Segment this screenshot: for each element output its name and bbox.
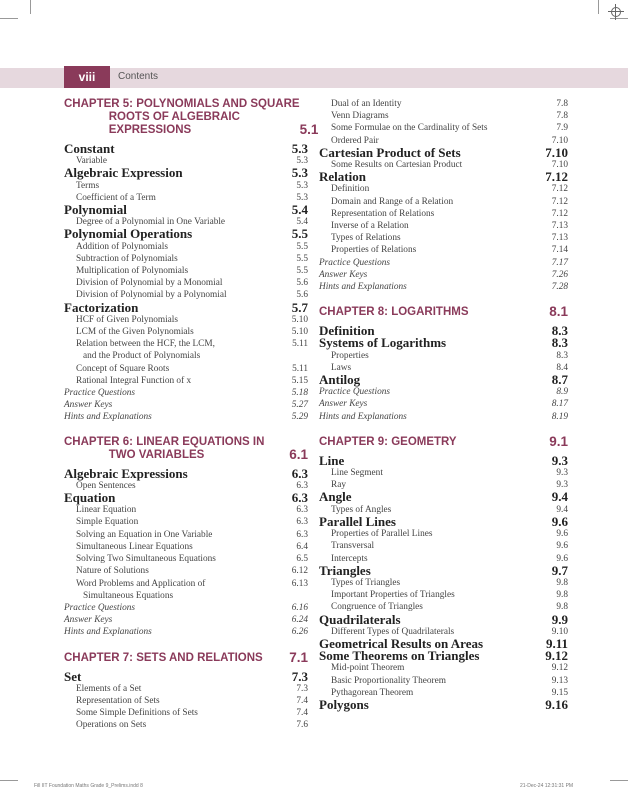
- footer-timestamp: 21-Dec-24 12:31:31 PM: [520, 783, 574, 789]
- subsection-title: Terms: [76, 180, 100, 191]
- toc-section[interactable]: [319, 611, 568, 627]
- section-page: 8.7: [551, 372, 568, 388]
- subsection-page: 6.3: [296, 529, 308, 540]
- section-title: Algebraic Expressions: [64, 465, 188, 481]
- subsection-title: Properties of Parallel Lines: [331, 529, 433, 540]
- subsection-title: Different Types of Quadrilaterals: [331, 626, 455, 637]
- toc-subsection[interactable]: [319, 479, 568, 491]
- toc-subsection[interactable]: [64, 719, 308, 731]
- toc-subsection[interactable]: [319, 98, 568, 110]
- toc-section[interactable]: [319, 491, 568, 503]
- crop-mark: [0, 18, 18, 19]
- chapter-page: 8.1: [549, 304, 568, 320]
- subsection-page: 9.8: [556, 577, 568, 588]
- subsection-page: 5.15: [291, 375, 308, 386]
- section-page: 9.11: [545, 635, 568, 651]
- toc-subsection[interactable]: [319, 589, 568, 601]
- subsection-page: 9.8: [556, 590, 568, 601]
- section-title: Polynomial: [64, 202, 127, 218]
- back-matter-title: Hints and Explanations: [319, 411, 407, 422]
- toc-back-matter[interactable]: [319, 411, 568, 423]
- toc-chapter-heading[interactable]: [64, 436, 308, 462]
- section-page: 7.3: [291, 668, 308, 684]
- subsection-page: 7.12: [551, 184, 568, 195]
- subsection-page: 5.11: [292, 363, 308, 374]
- toc-subsection[interactable]: [64, 578, 308, 602]
- section-page: 5.5: [291, 226, 308, 242]
- subsection-page: 5.3: [296, 156, 308, 167]
- back-matter-title: Hints and Explanations: [64, 627, 152, 638]
- toc-subsection[interactable]: [64, 314, 308, 326]
- toc-subsection[interactable]: [64, 363, 308, 375]
- subsection-page: 6.4: [296, 541, 308, 552]
- back-matter-page: 7.28: [551, 282, 568, 293]
- section-title: Some Theorems on Triangles: [319, 648, 480, 664]
- toc-section[interactable]: [64, 228, 308, 240]
- subsection-title: Elements of a Set: [76, 683, 142, 694]
- back-matter-page: 8.9: [556, 387, 568, 398]
- section-title: Polynomial Operations: [64, 226, 193, 242]
- section-title: Cartesian Product of Sets: [319, 144, 461, 160]
- subsection-page: 6.13: [291, 578, 308, 589]
- toc-subsection[interactable]: [64, 326, 308, 338]
- toc-subsection[interactable]: [64, 529, 308, 541]
- back-matter-page: 6.24: [291, 615, 308, 626]
- toc-right-column: [319, 98, 568, 711]
- subsection-title: Intercepts: [331, 553, 368, 564]
- section-title: Constant: [64, 141, 115, 156]
- section-title: Antilog: [319, 372, 361, 388]
- toc-section[interactable]: [319, 696, 568, 712]
- section-title: Line: [319, 452, 345, 468]
- back-matter-page: 5.29: [291, 412, 308, 423]
- toc-section[interactable]: [64, 143, 308, 155]
- subsection-title: Simple Equation: [76, 517, 139, 528]
- subsection-page: 7.3: [296, 683, 308, 694]
- toc-subsection[interactable]: [319, 528, 568, 540]
- subsection-page: 5.3: [296, 192, 308, 203]
- toc-subsection[interactable]: [319, 208, 568, 220]
- subsection-title: Simultaneous Linear Equations: [76, 541, 193, 552]
- back-matter-title: Hints and Explanations: [64, 412, 152, 423]
- crop-mark: [610, 780, 628, 781]
- section-title: Triangles: [319, 562, 371, 578]
- toc-section[interactable]: [319, 337, 568, 349]
- section-title: Parallel Lines: [319, 513, 396, 529]
- section-title: Algebraic Expression: [64, 165, 183, 181]
- subsection-title: Nature of Solutions: [76, 566, 149, 577]
- toc-section[interactable]: [319, 562, 568, 578]
- toc-subsection[interactable]: [319, 244, 568, 256]
- section-page: 5.3: [291, 165, 308, 181]
- section-page: 9.3: [551, 452, 568, 468]
- subsection-page: 5.5: [296, 253, 308, 264]
- subsection-page: 9.12: [551, 663, 568, 674]
- section-title: Definition: [319, 323, 375, 339]
- toc-back-matter[interactable]: [64, 411, 308, 423]
- section-page: 7.12: [545, 169, 568, 185]
- subsection-page: 7.8: [556, 111, 568, 122]
- subsection-page: 5.6: [296, 278, 308, 289]
- subsection-page: 9.8: [556, 602, 568, 613]
- section-page: 5.7: [291, 299, 308, 315]
- subsection-title: HCF of Given Polynomials: [76, 314, 179, 325]
- subsection-title: Variable: [76, 156, 107, 167]
- crop-mark: [30, 0, 31, 14]
- section-title: Geometrical Results on Areas: [319, 635, 484, 651]
- subsection-title: Subtraction of Polynomials: [76, 253, 178, 264]
- subsection-page: 9.6: [556, 529, 568, 540]
- crop-mark: [598, 0, 599, 14]
- subsection-page: 9.15: [551, 687, 568, 698]
- subsection-page: 9.3: [556, 480, 568, 491]
- subsection-title: Laws: [331, 362, 352, 373]
- section-page: 6.3: [291, 465, 308, 481]
- toc-section[interactable]: [64, 465, 308, 481]
- subsection-page: 5.10: [291, 327, 308, 338]
- subsection-title: Word Problems and Application of Simultaneous Equations: [76, 578, 206, 601]
- subsection-page: 7.4: [296, 708, 308, 719]
- section-page: 8.3: [551, 335, 568, 351]
- running-header-title: Contents: [118, 71, 159, 82]
- toc-chapter-heading[interactable]: [319, 435, 568, 449]
- chapter-title: CHAPTER 6: LINEAR EQUATIONS IN TWO VARIABLES: [64, 435, 265, 461]
- toc-subsection[interactable]: [319, 183, 568, 195]
- back-matter-page: 8.17: [551, 399, 568, 410]
- subsection-title: Coefficient of a Term: [76, 192, 156, 203]
- chapter-page: 9.1: [549, 433, 568, 449]
- footer-file-info: Fill IIT Foundation Maths Grade 9_Prelims.indd 8: [34, 783, 143, 789]
- toc-subsection[interactable]: [319, 467, 568, 479]
- toc-subsection[interactable]: [64, 338, 308, 362]
- section-page: 5.3: [291, 141, 308, 156]
- subsection-page: 6.3: [296, 517, 308, 528]
- section-title: Systems of Logarithms: [319, 335, 447, 351]
- section-page: 9.6: [551, 513, 568, 529]
- subsection-title: Line Segment: [331, 468, 383, 479]
- section-page: 5.4: [291, 202, 308, 218]
- crop-mark: [0, 780, 18, 781]
- chapter-title: CHAPTER 7: SETS AND RELATIONS: [64, 651, 263, 664]
- subsection-page: 5.3: [296, 180, 308, 191]
- section-page: 6.3: [291, 490, 308, 506]
- subsection-title: Mid-point Theorem: [331, 663, 405, 674]
- page-number: viii: [64, 66, 110, 88]
- subsection-page: 7.13: [551, 233, 568, 244]
- section-page: 9.12: [545, 648, 568, 664]
- subsection-page: 6.3: [296, 480, 308, 491]
- subsection-page: 7.10: [551, 160, 568, 171]
- toc-subsection[interactable]: [319, 232, 568, 244]
- subsection-title: Definition: [331, 184, 370, 195]
- toc-left-column: [64, 98, 319, 732]
- subsection-title: Venn Diagrams: [331, 111, 389, 122]
- toc-chapter-heading[interactable]: [64, 651, 308, 665]
- subsection-page: 5.5: [296, 241, 308, 252]
- subsection-title: Pythagorean Theorem: [331, 687, 414, 698]
- toc-subsection[interactable]: [64, 707, 308, 719]
- subsection-page: 5.5: [296, 266, 308, 277]
- toc-back-matter[interactable]: [319, 269, 568, 281]
- subsection-title: Addition of Polynomials: [76, 241, 168, 252]
- subsection-title: Dual of an Identity: [331, 99, 402, 109]
- back-matter-page: 5.18: [291, 388, 308, 399]
- section-title: Factorization: [64, 299, 139, 315]
- toc-subsection[interactable]: [64, 277, 308, 289]
- toc-subsection[interactable]: [64, 180, 308, 192]
- back-matter-title: Practice Questions: [319, 257, 391, 268]
- toc-section[interactable]: [64, 299, 308, 315]
- subsection-title: Types of Angles: [331, 504, 392, 515]
- subsection-page: 7.14: [551, 245, 568, 256]
- back-matter-page: 8.19: [551, 411, 568, 422]
- subsection-title: Relation between the HCF, the LCM, and the Product of Polynomials: [76, 339, 215, 362]
- toc-section[interactable]: [64, 492, 308, 504]
- subsection-page: 7.12: [551, 208, 568, 219]
- toc-section[interactable]: [319, 374, 568, 386]
- subsection-page: 7.9: [556, 123, 568, 134]
- subsection-title: Important Properties of Triangles: [331, 590, 455, 601]
- back-matter-page: 6.16: [291, 602, 308, 613]
- subsection-page: 9.3: [556, 468, 568, 479]
- subsection-title: Linear Equation: [76, 505, 137, 516]
- section-title: Relation: [319, 169, 366, 185]
- toc-back-matter[interactable]: [64, 626, 308, 638]
- toc-section[interactable]: [319, 144, 568, 160]
- subsection-page: 6.5: [296, 554, 308, 565]
- subsection-title: Types of Relations: [331, 233, 401, 244]
- toc-back-matter[interactable]: [319, 386, 568, 398]
- toc-back-matter[interactable]: [64, 602, 308, 614]
- chapter-page: 7.1: [289, 649, 308, 665]
- subsection-title: Division of Polynomial by a Polynomial: [76, 290, 227, 301]
- back-matter-title: Answer Keys: [64, 615, 113, 626]
- subsection-title: Rational Integral Function of x: [76, 375, 192, 386]
- subsection-title: Representation of Relations: [331, 208, 435, 219]
- back-matter-title: Hints and Explanations: [319, 282, 407, 293]
- toc-section[interactable]: [319, 452, 568, 468]
- registration-mark-icon: [608, 4, 624, 20]
- back-matter-title: Practice Questions: [64, 602, 136, 613]
- toc-subsection[interactable]: [319, 662, 568, 674]
- subsection-title: Basic Proportionality Theorem: [331, 675, 446, 686]
- toc-subsection[interactable]: [64, 683, 308, 695]
- toc-back-matter[interactable]: [64, 399, 308, 411]
- subsection-title: Division of Polynomial by a Monomial: [76, 278, 223, 289]
- subsection-title: Transversal: [331, 541, 375, 552]
- subsection-page: 7.10: [551, 135, 568, 146]
- chapter-page: 6.1: [289, 446, 308, 462]
- chapter-title: CHAPTER 8: LOGARITHMS: [319, 306, 469, 319]
- toc-section[interactable]: [64, 167, 308, 179]
- subsection-page: 9.6: [556, 541, 568, 552]
- section-page: 9.4: [551, 489, 568, 505]
- toc-subsection[interactable]: [64, 695, 308, 707]
- subsection-title: Some Formulae on the Cardinality of Sets: [331, 123, 488, 134]
- subsection-page: 9.4: [556, 504, 568, 515]
- toc-section[interactable]: [64, 668, 308, 684]
- subsection-title: LCM of the Given Polynomials: [76, 327, 194, 338]
- section-page: 8.3: [551, 323, 568, 339]
- toc-back-matter[interactable]: [64, 387, 308, 399]
- subsection-page: 9.10: [551, 626, 568, 637]
- subsection-title: Concept of Square Roots: [76, 363, 170, 374]
- subsection-page: 7.12: [551, 196, 568, 207]
- subsection-title: Degree of a Polynomial in One Variable: [76, 217, 226, 228]
- subsection-title: Inverse of a Relation: [331, 221, 409, 232]
- subsection-page: 7.13: [551, 221, 568, 232]
- back-matter-title: Practice Questions: [319, 387, 391, 398]
- toc-subsection[interactable]: [64, 265, 308, 277]
- toc-subsection[interactable]: [319, 675, 568, 687]
- toc-subsection[interactable]: [64, 253, 308, 265]
- toc-subsection[interactable]: [319, 196, 568, 208]
- subsection-page: 8.3: [556, 350, 568, 361]
- toc-section[interactable]: [319, 171, 568, 183]
- section-title: Set: [64, 668, 82, 684]
- subsection-page: 8.4: [556, 362, 568, 373]
- toc-subsection[interactable]: [64, 504, 308, 516]
- subsection-title: Ordered Pair: [331, 135, 379, 146]
- section-title: Angle: [319, 489, 352, 505]
- subsection-title: Solving Two Simultaneous Equations: [76, 554, 216, 565]
- subsection-title: Properties: [331, 350, 369, 361]
- toc-section[interactable]: [319, 650, 568, 662]
- toc-subsection[interactable]: [319, 110, 568, 122]
- subsection-title: Congruence of Triangles: [331, 602, 423, 613]
- subsection-title: Operations on Sets: [76, 720, 147, 731]
- toc-subsection[interactable]: [64, 375, 308, 387]
- section-title: Polygons: [319, 696, 369, 712]
- toc-subsection[interactable]: [64, 241, 308, 253]
- back-matter-page: 5.27: [291, 400, 308, 411]
- subsection-page: 5.6: [296, 290, 308, 301]
- toc-section[interactable]: [319, 513, 568, 529]
- back-matter-page: 6.26: [291, 627, 308, 638]
- toc-back-matter[interactable]: [319, 281, 568, 293]
- subsection-title: Representation of Sets: [76, 695, 160, 706]
- subsection-title: Open Sentences: [76, 480, 136, 491]
- section-page: 7.10: [545, 144, 568, 160]
- back-matter-page: 7.26: [551, 269, 568, 280]
- toc-chapter-heading[interactable]: [319, 305, 568, 319]
- toc-subsection[interactable]: [319, 540, 568, 552]
- toc-subsection[interactable]: [319, 122, 568, 134]
- subsection-title: Solving an Equation in One Variable: [76, 529, 213, 540]
- subsection-page: 6.3: [296, 505, 308, 516]
- subsection-title: Multiplication of Polynomials: [76, 266, 189, 277]
- back-matter-title: Answer Keys: [64, 400, 113, 411]
- section-page: 9.7: [551, 562, 568, 578]
- section-page: 9.9: [551, 611, 568, 627]
- subsection-title: Some Results on Cartesian Product: [331, 160, 463, 171]
- toc-subsection[interactable]: [64, 553, 308, 565]
- toc-subsection[interactable]: [319, 220, 568, 232]
- section-page: 9.16: [545, 696, 568, 712]
- toc-subsection[interactable]: [319, 577, 568, 589]
- chapter-page: 5.1: [299, 122, 319, 137]
- subsection-title: Types of Triangles: [331, 577, 401, 588]
- back-matter-title: Answer Keys: [319, 269, 368, 280]
- subsection-page: 9.6: [556, 553, 568, 564]
- back-matter-page: 7.17: [551, 257, 568, 268]
- subsection-page: 7.6: [296, 720, 308, 731]
- back-matter-title: Practice Questions: [64, 388, 136, 399]
- subsection-page: 9.13: [551, 675, 568, 686]
- subsection-title: Domain and Range of a Relation: [331, 196, 454, 207]
- subsection-page: 5.10: [291, 314, 308, 325]
- subsection-page: 5.4: [296, 217, 308, 228]
- subsection-page: 7.8: [556, 99, 568, 109]
- toc-subsection[interactable]: [64, 541, 308, 553]
- section-title: Quadrilaterals: [319, 611, 401, 627]
- toc-section[interactable]: [64, 204, 308, 216]
- subsection-page: 6.12: [291, 566, 308, 577]
- toc-subsection[interactable]: [64, 516, 308, 528]
- toc-chapter-heading[interactable]: [64, 98, 319, 137]
- back-matter-title: Answer Keys: [319, 399, 368, 410]
- chapter-title: CHAPTER 5: POLYNOMIALS AND SQUARE ROOTS OF ALGEBRAIC EXPRESSIONS: [64, 98, 300, 136]
- toc-subsection[interactable]: [319, 350, 568, 362]
- subsection-title: Properties of Relations: [331, 245, 417, 256]
- section-title: Equation: [64, 490, 116, 506]
- toc-back-matter[interactable]: [64, 614, 308, 626]
- toc-back-matter[interactable]: [319, 398, 568, 410]
- subsection-title: Some Simple Definitions of Sets: [76, 708, 198, 719]
- toc-back-matter[interactable]: [319, 257, 568, 269]
- chapter-title: CHAPTER 9: GEOMETRY: [319, 435, 457, 448]
- subsection-page: 7.4: [296, 695, 308, 706]
- subsection-page: 5.11: [292, 339, 308, 350]
- subsection-title: Ray: [331, 480, 346, 491]
- toc-subsection[interactable]: [64, 565, 308, 577]
